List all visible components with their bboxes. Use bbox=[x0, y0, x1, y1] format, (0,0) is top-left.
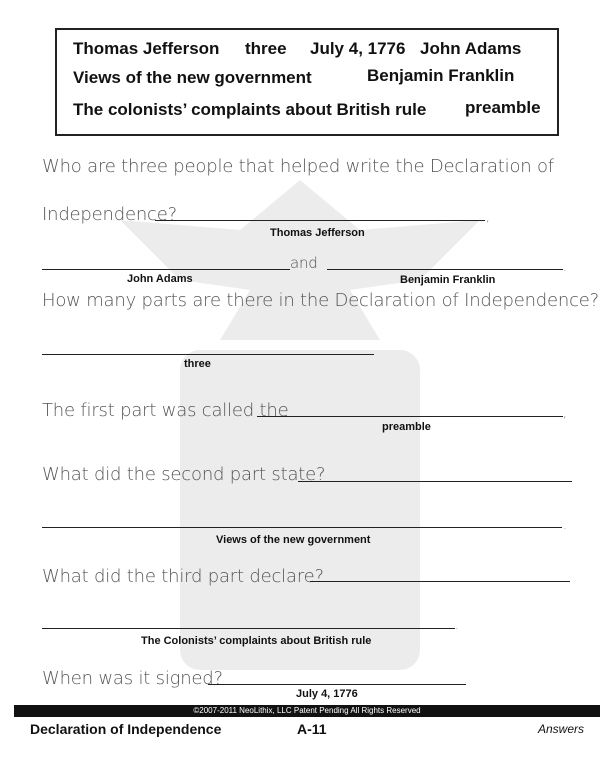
answer-three: three bbox=[184, 358, 211, 370]
answer-line bbox=[42, 269, 290, 270]
answer-line bbox=[42, 628, 455, 629]
question-2-text: How many parts are there in the Declaration of Independence? bbox=[42, 290, 600, 311]
answer-benjamin-franklin: Benjamin Franklin bbox=[400, 274, 496, 286]
answer-line bbox=[310, 581, 570, 582]
answer-views: Views of the new government bbox=[216, 534, 371, 546]
answer-preamble: preamble bbox=[382, 421, 431, 433]
comma: , bbox=[486, 210, 490, 224]
word-bank-item: three bbox=[245, 39, 287, 58]
word-bank-box bbox=[55, 28, 559, 136]
footer-title: Declaration of Independence bbox=[30, 721, 222, 737]
comma: , bbox=[563, 406, 567, 420]
answer-line bbox=[42, 354, 374, 355]
copyright-bar: ©2007-2011 NeoLithix, LLC Patent Pending All Rights Reserved bbox=[14, 705, 600, 717]
word-bank-item: John Adams bbox=[420, 39, 522, 58]
page-number: A-11 bbox=[297, 721, 327, 737]
answer-line bbox=[257, 416, 563, 417]
answer-line bbox=[208, 684, 466, 685]
eagle-watermark-icon bbox=[100, 170, 500, 690]
period: . bbox=[563, 260, 567, 274]
word-bank-item: Thomas Jefferson bbox=[73, 39, 220, 58]
word-bank-item: preamble bbox=[465, 98, 541, 117]
answer-date: July 4, 1776 bbox=[296, 688, 358, 700]
question-4-text: What did the second part state? bbox=[42, 464, 326, 485]
answer-line bbox=[327, 269, 563, 270]
answers-label: Answers bbox=[538, 722, 585, 736]
question-6-text: When was it signed? bbox=[42, 668, 223, 689]
word-bank-item: Benjamin Franklin bbox=[367, 66, 515, 85]
answer-thomas-jefferson: Thomas Jefferson bbox=[270, 227, 365, 239]
period: . bbox=[563, 518, 567, 532]
period: . bbox=[455, 618, 459, 632]
and-text: and bbox=[290, 254, 318, 272]
answer-line bbox=[42, 527, 562, 528]
word-bank-item: Views of the new government bbox=[73, 68, 312, 87]
answer-line bbox=[155, 220, 485, 221]
question-1-text-cont: Independence? bbox=[42, 204, 177, 225]
word-bank-item: July 4, 1776 bbox=[310, 39, 406, 58]
answer-john-adams: John Adams bbox=[127, 273, 193, 285]
question-3-text: The first part was called the bbox=[42, 400, 289, 421]
answer-complaints: The Colonists’ complaints about British rule bbox=[141, 635, 372, 647]
question-1-text: Who are three people that helped write the Declaration of bbox=[42, 156, 554, 177]
answer-line bbox=[298, 481, 572, 482]
word-bank-item: The colonists’ complaints about British rule bbox=[73, 100, 427, 119]
question-5-text: What did the third part declare? bbox=[42, 566, 324, 587]
